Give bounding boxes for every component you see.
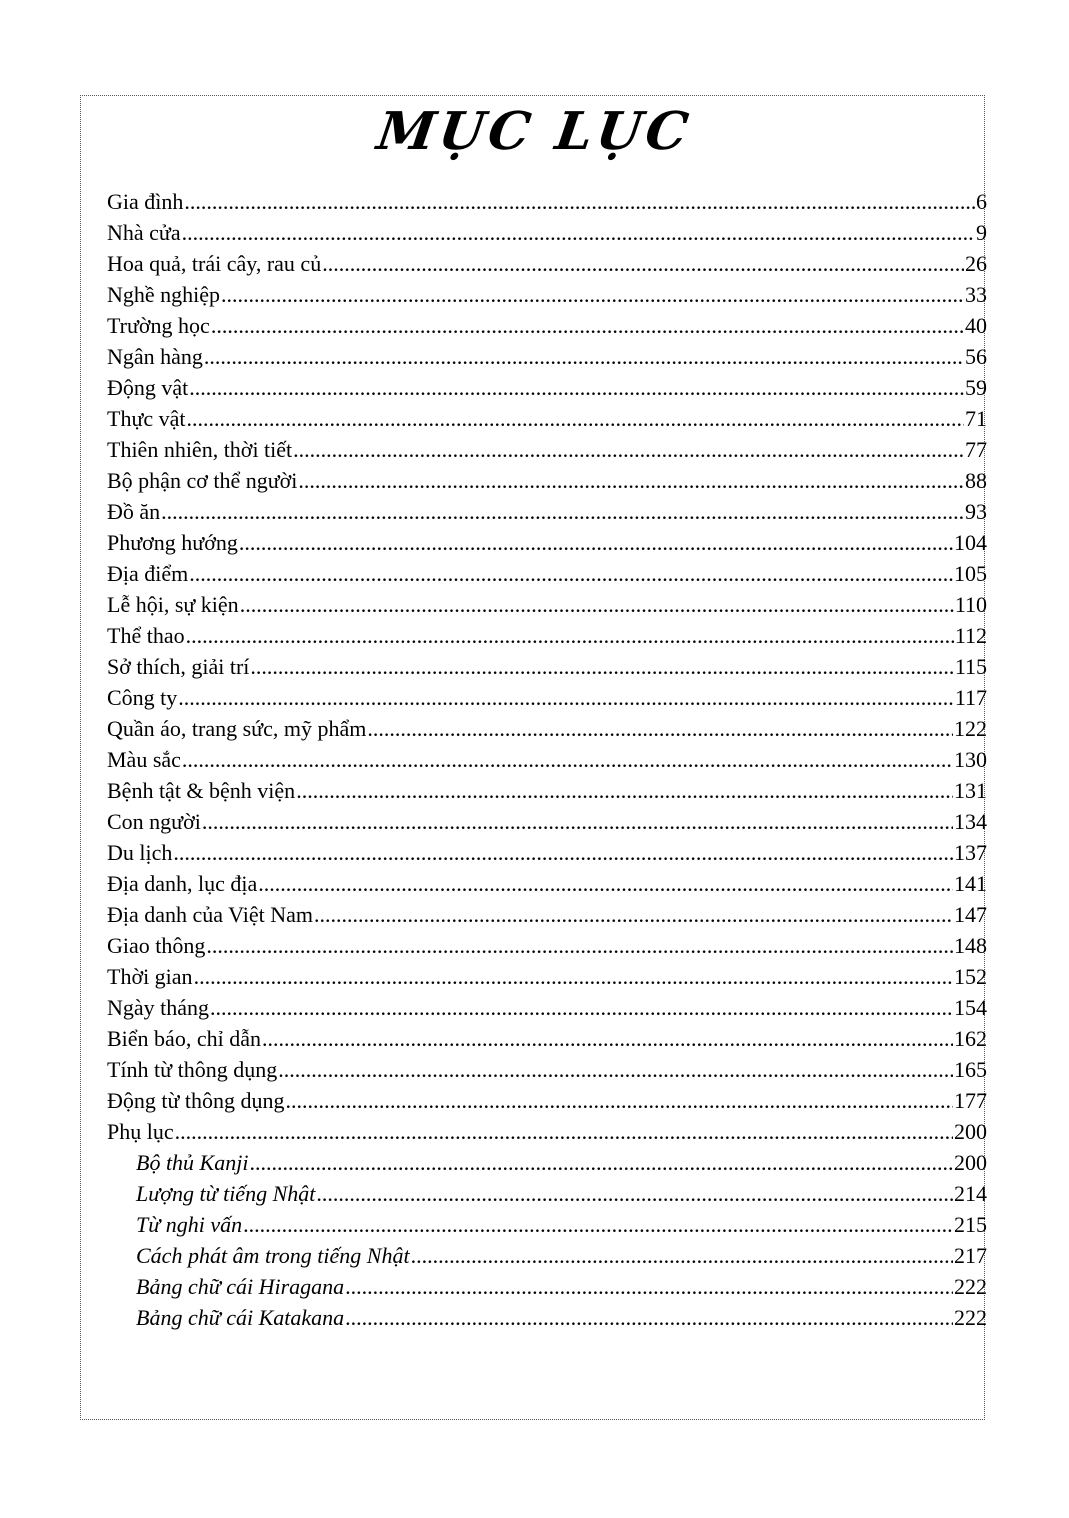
toc-entry-page: 200 xyxy=(954,1119,987,1144)
toc-entry-label: Động vật xyxy=(107,375,189,400)
dot-leader xyxy=(161,496,964,527)
toc-entry-page: 131 xyxy=(954,778,987,803)
toc-entry-page: 71 xyxy=(965,406,987,431)
toc-entry-label: Địa danh, lục địa xyxy=(107,871,258,896)
toc-entry[interactable] xyxy=(107,1085,987,1116)
toc-entry[interactable] xyxy=(107,899,987,930)
dot-leader xyxy=(367,713,953,744)
toc-subentry-label: Bảng chữ cái Katakana xyxy=(136,1305,345,1330)
toc-entry-label: Ngày tháng xyxy=(107,995,210,1020)
toc-entry-page: 77 xyxy=(965,437,987,462)
toc-entry-page: 40 xyxy=(965,313,987,338)
toc-subentry[interactable] xyxy=(107,1178,987,1209)
dot-leader xyxy=(194,961,953,992)
toc-entry[interactable] xyxy=(107,682,987,713)
toc-subentry-page: 214 xyxy=(954,1181,987,1206)
dot-leader xyxy=(204,341,964,372)
dot-leader xyxy=(182,744,953,775)
dot-leader xyxy=(206,930,953,961)
toc-subentry-label: Cách phát âm trong tiếng Nhật xyxy=(136,1243,410,1268)
dot-leader xyxy=(250,651,953,682)
toc-entry-label: Biển báo, chỉ dẫn xyxy=(107,1026,261,1051)
toc-subentry-page: 215 xyxy=(954,1212,987,1237)
toc-entry-page: 134 xyxy=(954,809,987,834)
toc-entry[interactable] xyxy=(107,713,987,744)
toc-entry-label: Động từ thông dụng xyxy=(107,1088,285,1113)
toc-entry[interactable] xyxy=(107,465,987,496)
dot-leader xyxy=(286,1085,953,1116)
toc-entry-page: 112 xyxy=(954,623,987,648)
dot-leader xyxy=(296,775,953,806)
dot-leader xyxy=(345,1271,953,1302)
toc-entry[interactable] xyxy=(107,1116,987,1147)
toc-entry-label: Ngân hàng xyxy=(107,344,203,369)
dot-leader xyxy=(189,372,964,403)
toc-entry[interactable] xyxy=(107,1023,987,1054)
toc-entry-page: 88 xyxy=(965,468,987,493)
toc-subentry-page: 200 xyxy=(954,1150,987,1175)
toc-entry-label: Tính từ thông dụng xyxy=(107,1057,278,1082)
toc-entry-page: 165 xyxy=(954,1057,987,1082)
toc-entry[interactable] xyxy=(107,434,987,465)
toc-entry[interactable] xyxy=(107,372,987,403)
toc-subentry[interactable] xyxy=(107,1209,987,1240)
toc-entry-page: 130 xyxy=(954,747,987,772)
toc-entry-label: Hoa quả, trái cây, rau củ xyxy=(107,251,322,276)
toc-entry-label: Nghề nghiệp xyxy=(107,282,221,307)
toc-entry[interactable] xyxy=(107,589,987,620)
toc-entry[interactable] xyxy=(107,744,987,775)
toc-entry-page: 105 xyxy=(954,561,987,586)
toc-entry-label: Phụ lục xyxy=(107,1119,174,1144)
toc-entry[interactable] xyxy=(107,1054,987,1085)
toc-entry[interactable] xyxy=(107,558,987,589)
toc-entry-label: Màu sắc xyxy=(107,747,181,772)
toc-entry[interactable] xyxy=(107,775,987,806)
toc-entry-label: Địa điểm xyxy=(107,561,189,586)
toc-entry[interactable] xyxy=(107,527,987,558)
toc-entry-label: Thể thao xyxy=(107,623,185,648)
toc-entry-page: 141 xyxy=(954,871,987,896)
dot-leader xyxy=(178,682,954,713)
toc-entry[interactable] xyxy=(107,930,987,961)
toc-subentry[interactable] xyxy=(107,1147,987,1178)
toc-entry-label: Thực vật xyxy=(107,406,186,431)
dot-leader xyxy=(249,1147,953,1178)
toc-entry-label: Giao thông xyxy=(107,933,206,958)
dot-leader xyxy=(182,217,975,248)
toc-entry-label: Bệnh tật & bệnh viện xyxy=(107,778,296,803)
toc-entry-page: 177 xyxy=(954,1088,987,1113)
toc-entry-page: 104 xyxy=(954,530,987,555)
toc-subentry[interactable] xyxy=(107,1302,987,1333)
toc-subentry-page: 222 xyxy=(954,1305,987,1330)
toc-entry[interactable] xyxy=(107,186,987,217)
dot-leader xyxy=(345,1302,953,1333)
toc-entry-page: 122 xyxy=(954,716,987,741)
toc-entry[interactable] xyxy=(107,992,987,1023)
dot-leader xyxy=(322,248,964,279)
dot-leader xyxy=(298,465,964,496)
toc-entry-label: Thiên nhiên, thời tiết xyxy=(107,437,293,462)
toc-entry-page: 137 xyxy=(954,840,987,865)
toc-entry-label: Du lịch xyxy=(107,840,173,865)
toc-subentry[interactable] xyxy=(107,1271,987,1302)
dot-leader xyxy=(189,558,953,589)
dot-leader xyxy=(243,1209,953,1240)
dot-leader xyxy=(262,1023,953,1054)
toc-entry-page: 26 xyxy=(965,251,987,276)
toc-entry-page: 33 xyxy=(965,282,987,307)
toc-entry-label: Công ty xyxy=(107,685,178,710)
toc-entry-page: 56 xyxy=(965,344,987,369)
toc-entry-page: 162 xyxy=(954,1026,987,1051)
table-of-contents xyxy=(107,186,987,1333)
toc-entry[interactable] xyxy=(107,341,987,372)
toc-entry-page: 117 xyxy=(954,685,987,710)
dot-leader xyxy=(240,589,954,620)
toc-entry-page: 115 xyxy=(954,654,987,679)
dot-leader xyxy=(316,1178,953,1209)
toc-entry[interactable] xyxy=(107,279,987,310)
dot-leader xyxy=(314,899,953,930)
toc-entry[interactable] xyxy=(107,217,987,248)
dot-leader xyxy=(175,1116,953,1147)
dot-leader xyxy=(258,868,953,899)
toc-entry-page: 148 xyxy=(954,933,987,958)
toc-entry-label: Gia đình xyxy=(107,189,184,214)
toc-entry-label: Đồ ăn xyxy=(107,499,161,524)
page-title: MỤC LỤC xyxy=(373,101,696,162)
toc-entry-label: Bộ phận cơ thể người xyxy=(107,468,298,493)
dot-leader xyxy=(293,434,964,465)
dot-leader xyxy=(239,527,953,558)
toc-subentry-label: Bảng chữ cái Hiragana xyxy=(136,1274,345,1299)
toc-entry-label: Phương hướng xyxy=(107,530,238,555)
toc-entry-label: Trường học xyxy=(107,313,210,338)
dot-leader xyxy=(211,310,964,341)
dot-leader xyxy=(187,403,964,434)
toc-entry[interactable] xyxy=(107,620,987,651)
toc-entry-label: Địa danh của Việt Nam xyxy=(107,902,313,927)
toc-entry[interactable] xyxy=(107,403,987,434)
toc-subentry[interactable] xyxy=(107,1240,987,1271)
toc-entry-page: 9 xyxy=(976,220,987,245)
dot-leader xyxy=(173,837,953,868)
toc-entry[interactable] xyxy=(107,651,987,682)
toc-entry-label: Sở thích, giải trí xyxy=(107,654,250,679)
toc-entry-page: 154 xyxy=(954,995,987,1020)
toc-entry-label: Thời gian xyxy=(107,964,193,989)
toc-entry[interactable] xyxy=(107,961,987,992)
dot-leader xyxy=(278,1054,953,1085)
toc-entry[interactable] xyxy=(107,248,987,279)
toc-entry-page: 93 xyxy=(965,499,987,524)
dot-leader xyxy=(210,992,953,1023)
toc-subentry-page: 217 xyxy=(954,1243,987,1268)
toc-entry-page: 59 xyxy=(965,375,987,400)
dot-leader xyxy=(411,1240,953,1271)
toc-entry-page: 152 xyxy=(954,964,987,989)
dot-leader xyxy=(186,620,954,651)
toc-entry-page: 110 xyxy=(954,592,987,617)
toc-entry[interactable] xyxy=(107,868,987,899)
toc-entry[interactable] xyxy=(107,310,987,341)
toc-entry-label: Quần áo, trang sức, mỹ phẩm xyxy=(107,716,367,741)
toc-entry-page: 6 xyxy=(976,189,987,214)
toc-entry-label: Lễ hội, sự kiện xyxy=(107,592,239,617)
toc-entry-label: Nhà cửa xyxy=(107,220,181,245)
toc-subentry-label: Lượng từ tiếng Nhật xyxy=(136,1181,316,1206)
dot-leader xyxy=(221,279,964,310)
dot-leader xyxy=(202,806,953,837)
toc-subentry-page: 222 xyxy=(954,1274,987,1299)
toc-entry[interactable] xyxy=(107,806,987,837)
toc-entry-page: 147 xyxy=(954,902,987,927)
toc-entry-label: Con người xyxy=(107,809,201,834)
toc-subentry-label: Từ nghi vấn xyxy=(136,1212,243,1237)
dot-leader xyxy=(184,186,975,217)
toc-entry[interactable] xyxy=(107,496,987,527)
toc-subentry-label: Bộ thủ Kanji xyxy=(136,1150,249,1175)
toc-entry[interactable] xyxy=(107,837,987,868)
